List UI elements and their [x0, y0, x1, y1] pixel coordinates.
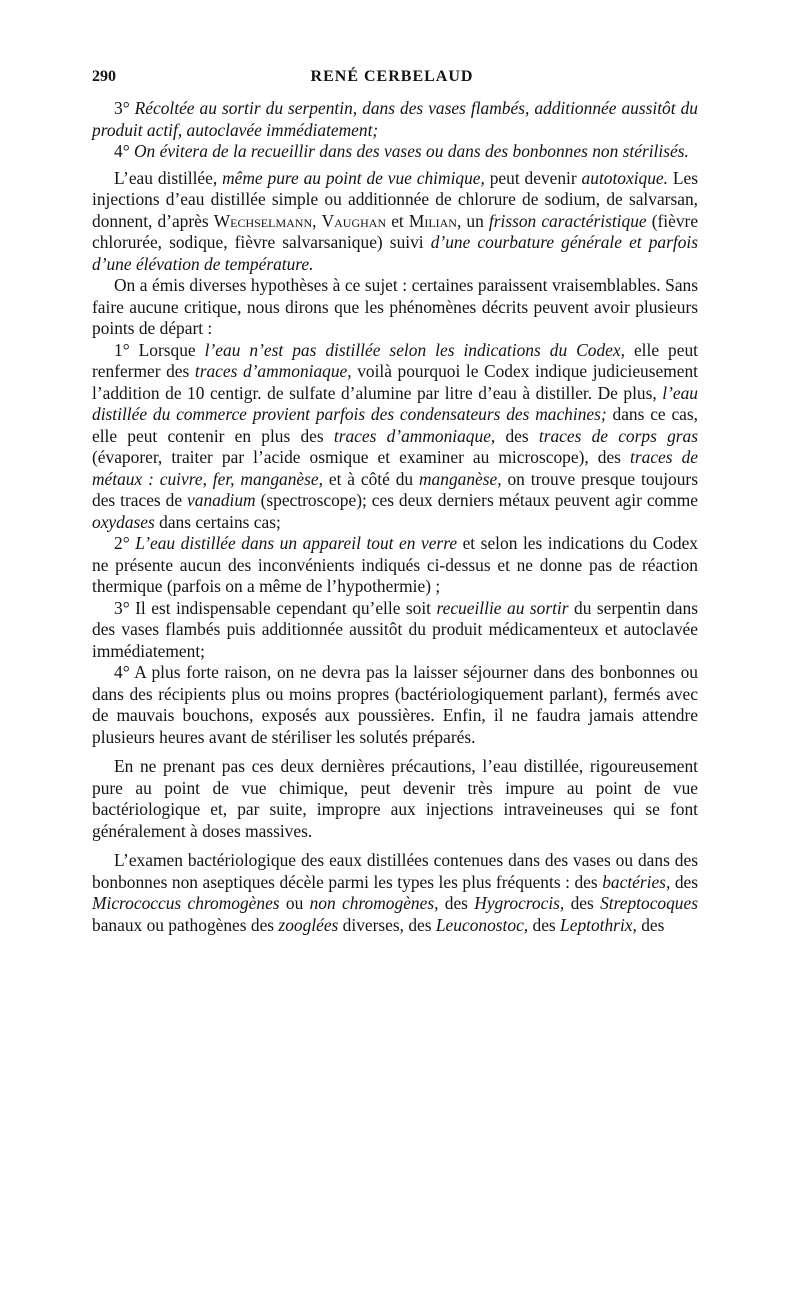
text-run: voilà pourquoi le Codex indique judicieusement l’addition de 10 centigr. de sulfate d’alumine par litre d’eau à distiller. De plus, [92, 361, 698, 403]
italic-run: même pure au point de vue chimique, [222, 167, 485, 188]
paragraph [92, 850, 698, 936]
italic-run: oxydases [92, 511, 155, 532]
text-run: peut devenir [484, 167, 582, 188]
text-run: elle peut renfermer des [92, 339, 698, 381]
author-name: Vaughan [321, 210, 387, 231]
text-run: Les injections d’eau distillée simple ou additionnée de chlorure de sodium, de salvarsan, donnent, d’après [92, 167, 698, 231]
text-run: et [386, 210, 409, 231]
italic-run: autotoxique. [581, 167, 668, 188]
italic-run: Leptothrix, [560, 914, 637, 935]
italic-run: traces de corps gras [538, 425, 698, 446]
italic-run: traces de métaux : cuivre, fer, manganèse, [92, 447, 699, 489]
text-run: 1° Lorsque [114, 339, 205, 360]
text-run: L’examen bactériologique des eaux distillées contenues dans des vases ou dans des bonbonnes non aseptiques décèle parmi les types les plus fréquents : des [92, 850, 698, 892]
paragraph [92, 662, 698, 748]
italic-run: non chromogènes, [309, 893, 439, 913]
text-run: (évaporer, traiter par l’acide osmique et examiner au microscope), des [92, 447, 631, 467]
paragraph [92, 141, 698, 163]
text-run: , [312, 210, 322, 231]
italic-run: Streptocoques [600, 893, 698, 913]
paragraph [92, 98, 698, 141]
text-run: des [670, 871, 699, 892]
text-run: 4° A plus forte raison, on ne devra pas la laisser séjourner dans des bonbonnes ou dans des récipients plus ou moins propres (bactériologiquement parlant), fermés avec de mauvais bouchons, exposés aux poussières. Enfin, il ne faudra jamais attendre plusieurs heures avant de stériliser les solutés préparés. [92, 662, 698, 747]
text-run: 2° [114, 533, 136, 553]
paragraph [92, 340, 698, 534]
text-run: on trouve presque toujours des traces de [92, 468, 698, 510]
text-run: 3° Il est indispensable cependant qu’elle soit [114, 597, 437, 618]
italic-run: zooglées [278, 914, 339, 935]
italic-run: Micrococcus chromogènes [92, 893, 280, 913]
italic-run: manganèse, [419, 468, 502, 489]
page-number: 290 [92, 68, 116, 85]
text-run: ou [279, 893, 310, 913]
text-run: On a émis diverses hypothèses à ce sujet : certaines paraissent vraisemblables. Sans faire aucune critique, nous dirons que les phénomènes décrits peuvent avoir plusieurs points de départ : [92, 275, 698, 338]
text-run: dans ce cas, elle peut contenir en plus des [92, 404, 699, 446]
italic-run: On évitera de la recueillir dans des vases ou dans des bonbonnes non stérilisés. [134, 141, 689, 161]
italic-run: vanadium [187, 490, 256, 510]
italic-run: Hygrocrocis, [474, 893, 565, 913]
italic-run: traces d’ammoniaque, [194, 361, 352, 381]
italic-run: traces d’ammoniaque, [333, 425, 496, 446]
text-run: (fièvre chlorurée, sodique, fièvre salvarsanique) suivi [92, 210, 699, 252]
text-run: diverses, des [338, 914, 436, 935]
text-run: En ne prenant pas ces deux dernières précautions, l’eau distillée, rigoureusement pure au point de vue chimique, peut devenir très impure au point de vue bactériologique et, par suite, impropre aux injections intraveineuses qui se font généralement à doses massives. [92, 756, 698, 841]
italic-run: frisson caractéristique [488, 210, 647, 231]
italic-run: d’une courbature générale et parfois d’une élévation de température. [92, 232, 698, 274]
text-run: banaux ou pathogènes des [92, 914, 279, 935]
text-run: du serpentin dans des vases flambés puis additionnée aussitôt du produit médicamenteux et autoclavée immédiatement; [92, 597, 698, 661]
paragraph [92, 275, 698, 340]
text-run: et à côté du [323, 468, 419, 489]
text-run: , un [456, 210, 489, 231]
text-run: 3° [114, 98, 135, 118]
body-text [92, 98, 698, 936]
author-name: Wechselmann [213, 210, 313, 231]
italic-run: l’eau n’est pas distillée selon les indications du Codex, [204, 339, 625, 360]
italic-run: l’eau distillée du commerce provient parfois des condensateurs des machines; [92, 382, 698, 424]
text-run: 4° [114, 141, 134, 161]
text-run: L’eau distillée, [114, 167, 223, 188]
text-run: dans certains cas; [154, 511, 281, 532]
paragraph [92, 756, 698, 842]
text-run: des [564, 893, 601, 913]
text-run: des [495, 425, 539, 446]
italic-run: recueillie au sortir [436, 597, 569, 618]
italic-run: Leuconostoc, [435, 914, 529, 935]
italic-run: bactéries, [602, 871, 671, 892]
text-run: des [528, 914, 561, 935]
text-run: (spectroscope); ces deux derniers métaux peuvent agir comme [255, 490, 699, 510]
page-header [92, 68, 692, 92]
italic-run: L’eau distillée dans un appareil tout en verre [135, 533, 458, 553]
text-run: et selon les indications du Codex ne présente aucun des inconvénients indiqués ci-dessus et ne donne pas de réaction thermique (parfois on a même de l’hypothermie) ; [92, 533, 698, 596]
text-run: des [438, 893, 475, 913]
text-run: des [636, 914, 665, 935]
author-name: Milian [408, 210, 457, 231]
paragraph [92, 168, 698, 276]
paragraph [92, 533, 698, 598]
paragraph [92, 598, 698, 663]
italic-run: Récoltée au sortir du serpentin, dans des vases flambés, additionnée aussitôt du produit actif, autoclavée immédiatement; [92, 98, 698, 140]
running-head: RENÉ CERBELAUD [310, 68, 474, 85]
